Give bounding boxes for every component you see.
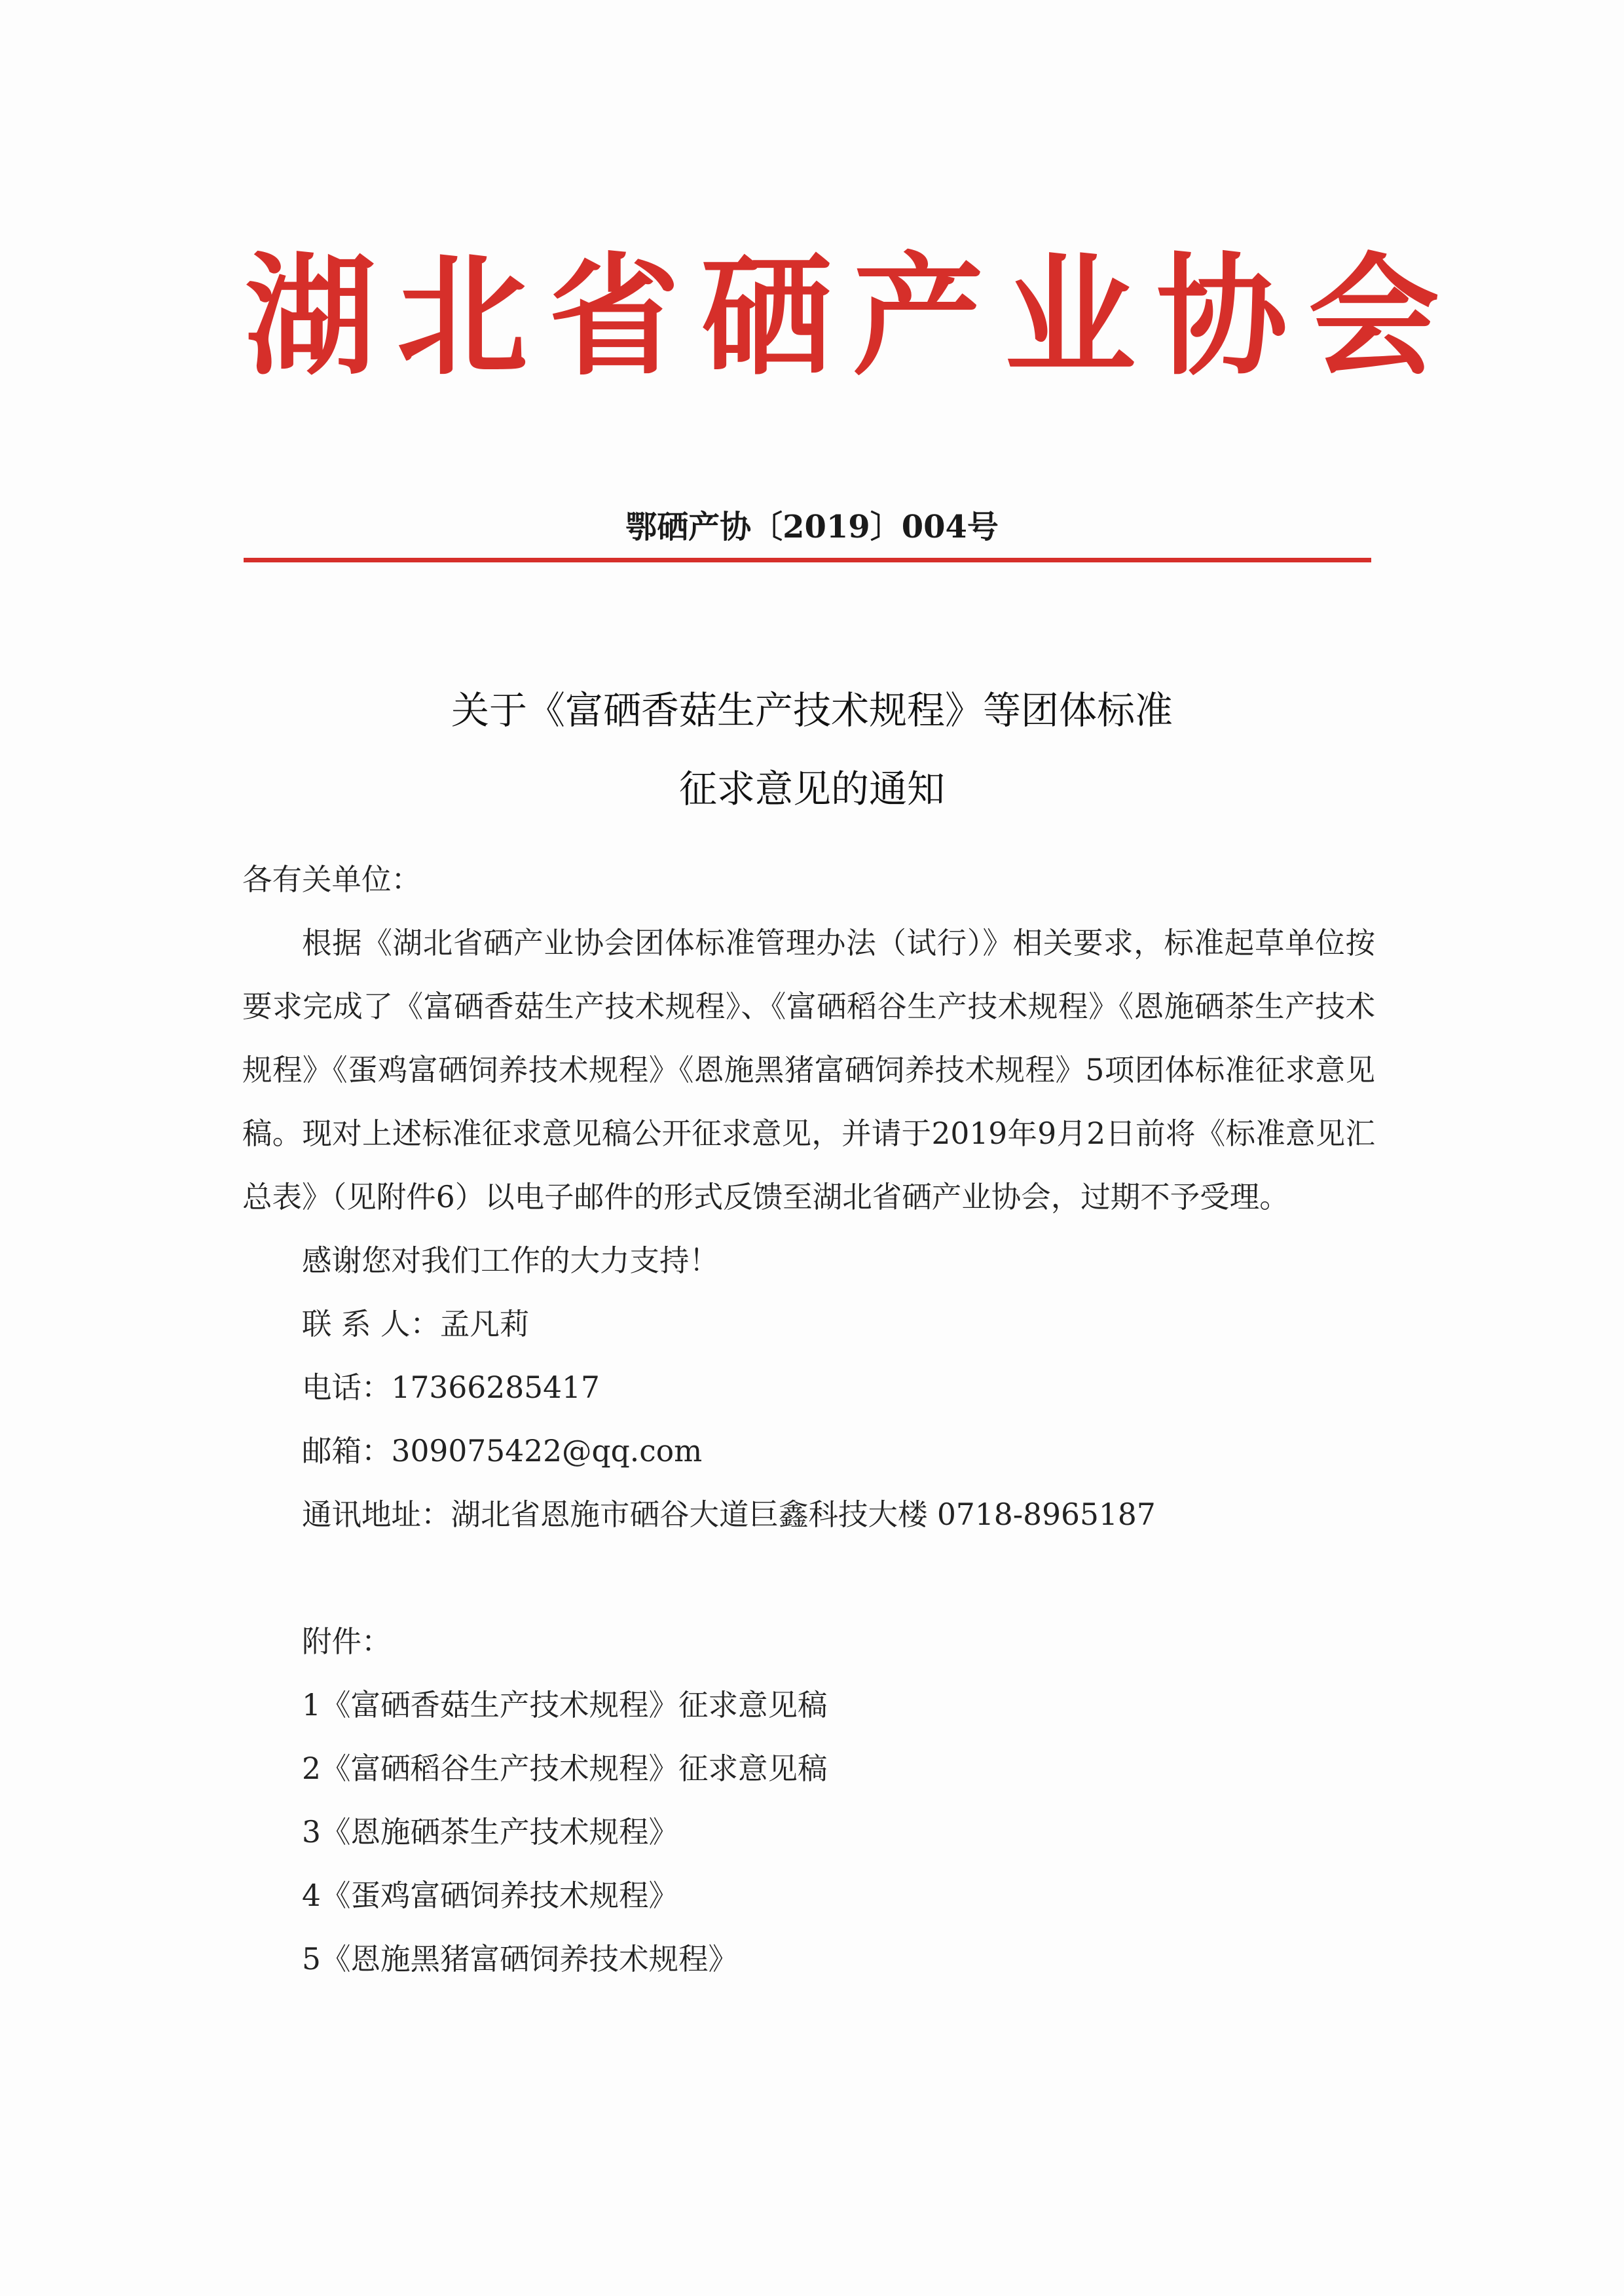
contact-person: 联 系 人：孟凡莉 bbox=[302, 1307, 530, 1341]
letterhead-title: 湖北省硒产业协会 bbox=[245, 241, 1461, 393]
attachment-item: 2《富硒稻谷生产技术规程》征求意见稿 bbox=[302, 1751, 828, 1786]
contact-address: 通讯地址：湖北省恩施市硒谷大道巨鑫科技大楼 0718-8965187 bbox=[302, 1497, 1156, 1532]
attachments-label: 附件： bbox=[302, 1624, 392, 1659]
salutation: 各有关单位： bbox=[242, 862, 422, 897]
notice-title-line-1: 关于《富硒香菇生产技术规程》等团体标准 bbox=[451, 688, 1173, 733]
contact-email: 邮箱：309075422@qq.com bbox=[302, 1434, 703, 1468]
notice-title-line-2: 征求意见的通知 bbox=[678, 767, 945, 811]
notice-body bbox=[242, 848, 1375, 1991]
attachment-item: 4《蛋鸡富硒饲养技术规程》 bbox=[302, 1878, 678, 1913]
attachment-item: 5《恩施黑猪富硒饲养技术规程》 bbox=[302, 1942, 738, 1977]
attachment-item: 3《恩施硒茶生产技术规程》 bbox=[302, 1815, 678, 1850]
red-divider-line bbox=[244, 558, 1371, 562]
contact-phone: 电话：17366285417 bbox=[302, 1370, 600, 1405]
attachment-item: 1《富硒香菇生产技术规程》征求意见稿 bbox=[302, 1688, 828, 1722]
blank-line bbox=[242, 1546, 1375, 1610]
thanks-line: 感谢您对我们工作的大力支持！ bbox=[302, 1243, 720, 1278]
document-number: 鄂硒产协〔2019〕004号 bbox=[625, 509, 999, 545]
body-paragraph: 根据《湖北省硒产业协会团体标准管理办法（试行）》相关要求，标准起草单位按要求完成了《富硒香菇生产技术规程》、《富硒稻谷生产技术规程》《恩施硒茶生产技术规程》《蛋鸡富硒饲养技术规程》《恩施黑猪富硒饲养技术规程》5项团体标准征求意见稿。现对上述标准征求意见稿公开征求意见，并请于2019年9月2日前将《标准意见汇总表》（见附件6）以电子邮件的形式反馈至湖北省硒产业协会，过期不予受理。 bbox=[242, 926, 1375, 1214]
